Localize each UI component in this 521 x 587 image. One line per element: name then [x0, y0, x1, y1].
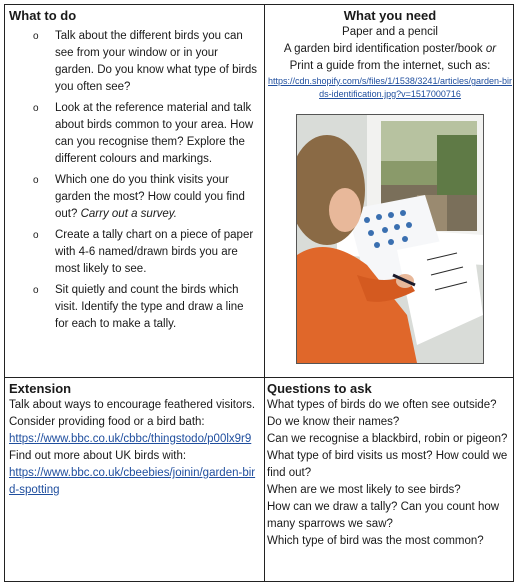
need-print: Print a guide from the internet, such as:	[289, 60, 491, 72]
extension-text-2: Find out more about UK birds with:	[9, 450, 187, 462]
bullet-circle-icon: o	[33, 230, 39, 241]
bbc-cbeebies-link[interactable]: https://www.bbc.co.uk/cbeebies/joinin/garden-bird-spotting	[9, 467, 256, 496]
need-paper: Paper and a pencil	[342, 26, 438, 38]
bullet-circle-icon: o	[33, 31, 39, 42]
bird-guide-link[interactable]: https://cdn.shopify.com/s/files/1/1538/3241/articles/garden-birds-identification.jpg?v=1517000716	[268, 76, 512, 99]
question: What types of birds do we often see outside?	[267, 399, 497, 411]
what-you-need-cell	[267, 8, 513, 101]
bullet-circle-icon: o	[33, 175, 39, 186]
list-item: o Create a tally chart on a piece of paper with 4-6 named/drawn birds you are most likely to see.	[33, 229, 254, 275]
bullet-circle-icon: o	[33, 103, 39, 114]
row-divider	[5, 377, 513, 378]
question: When are we most likely to see birds?	[267, 484, 461, 496]
question: Which type of bird was the most common?	[267, 535, 484, 547]
questions-heading: Questions to ask	[267, 381, 372, 396]
what-to-do-list	[9, 28, 261, 333]
column-divider	[264, 5, 265, 581]
what-to-do-heading: What to do	[9, 8, 77, 23]
list-item: o Talk about the different birds you can see from your window or in your garden. Do you know what type of birds you often see?	[33, 30, 258, 93]
questions-cell	[267, 381, 513, 550]
extension-heading: Extension	[9, 381, 72, 396]
photo-illustration	[297, 115, 483, 363]
list-item: o Which one do you think visits your garden the most? How could you find out? Carry out a survey.	[33, 174, 245, 220]
survey-emphasis: Carry out a survey.	[80, 208, 177, 220]
child-tally-photo	[296, 114, 484, 364]
need-poster: A garden bird identification poster/book or	[283, 43, 497, 55]
question: Do we know their names?	[267, 416, 400, 428]
question: What type of bird visits us most? How could we find out?	[267, 450, 508, 479]
bbc-cbbc-link[interactable]: https://www.bbc.co.uk/cbbc/thingstodo/p00lx9r9	[9, 433, 252, 445]
question: How can we draw a tally? Can you count how many sparrows we saw?	[267, 501, 500, 530]
extension-text: Talk about ways to encourage feathered visitors. Consider providing food or a bird bath:	[9, 399, 256, 428]
question: Can we recognise a blackbird, robin or pigeon?	[267, 433, 508, 445]
list-item: o Sit quietly and count the birds which visit. Identify the type and draw a line for each to make a tally.	[33, 284, 244, 330]
what-you-need-heading: What you need	[343, 8, 437, 23]
bullet-circle-icon: o	[33, 285, 39, 296]
what-to-do-cell	[9, 8, 261, 337]
edge-marks	[516, 0, 520, 587]
list-item: o Look at the reference material and talk about birds common to your area. How can you recognise them? Explore the different colours and markings.	[33, 102, 254, 165]
extension-cell	[9, 381, 261, 499]
